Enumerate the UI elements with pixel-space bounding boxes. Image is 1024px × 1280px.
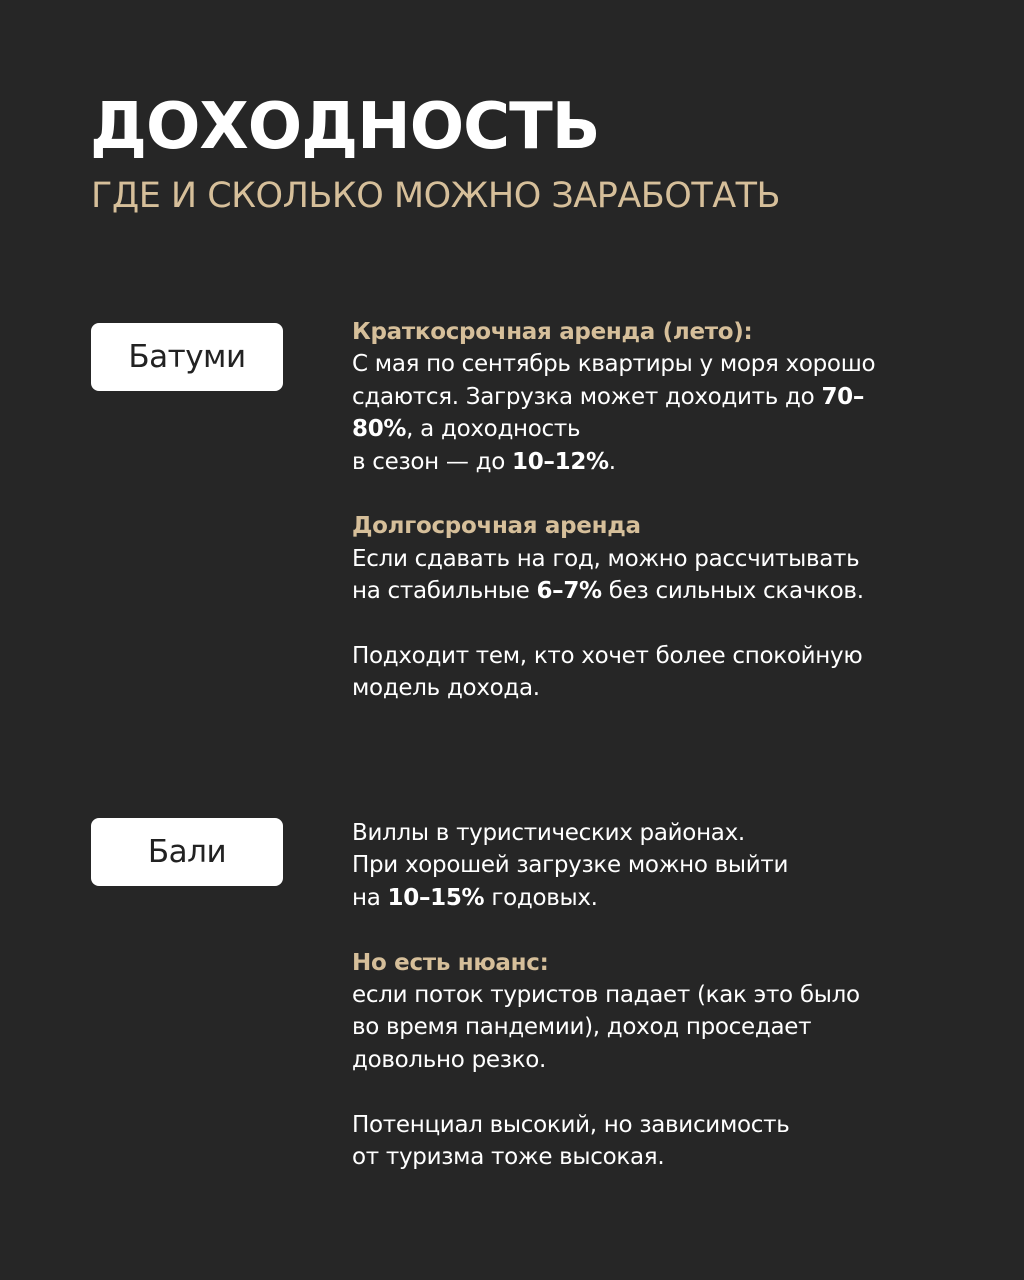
nuance-heading: Но есть нюанс: xyxy=(352,949,549,976)
location-badge-batumi: Батуми xyxy=(91,323,283,391)
short-term-line-3 xyxy=(352,413,952,445)
occupancy-value: 70– xyxy=(821,383,865,410)
nuance-line-1: если поток туристов падает (как это было xyxy=(352,982,860,1009)
short-term-heading: Краткосрочная аренда (лето): xyxy=(352,319,753,345)
short-term-line-4 xyxy=(352,446,952,478)
occupancy-value-end: 80% xyxy=(352,416,407,443)
bali-yield-value: 10–15% xyxy=(387,884,485,911)
text-span: на xyxy=(352,884,388,911)
text-span: годовых. xyxy=(484,884,598,911)
nuance-line-2: во время пандемии), доход проседает xyxy=(352,1014,812,1041)
long-term-heading: Долгосрочная аренда xyxy=(352,513,641,540)
bali-note-line-2: от туризма тоже высокая. xyxy=(352,1144,665,1171)
page-subtitle: ГДЕ И СКОЛЬКО МОЖНО ЗАРАБОТАТЬ xyxy=(91,176,781,216)
nuance-line-3: довольно резко. xyxy=(352,1046,547,1073)
bali-note-line-1: Потенциал высокий, но зависимость xyxy=(352,1111,790,1138)
spacer xyxy=(352,914,952,946)
text-span: в сезон — до xyxy=(352,448,513,475)
spacer xyxy=(352,478,952,510)
long-term-line-2 xyxy=(352,575,952,607)
bali-intro-line-2: При хорошей загрузке можно выйти xyxy=(352,852,789,879)
spacer xyxy=(352,1076,952,1108)
batumi-note-line-1: Подходит тем, кто хочет более спокойную xyxy=(352,643,863,670)
batumi-note-line-2: модель дохода. xyxy=(352,675,540,702)
bali-intro-line-3 xyxy=(352,882,952,914)
location-badge-bali: Бали xyxy=(91,818,283,886)
season-yield-value: 10–12% xyxy=(512,448,609,475)
text-span: сдаются. Загрузка может доходить до xyxy=(352,383,822,410)
text-span: без сильных скачков. xyxy=(601,578,864,605)
spacer xyxy=(352,608,952,640)
text-span: , а доходность xyxy=(406,416,581,443)
batumi-description xyxy=(352,316,952,705)
short-term-line-1: С мая по сентябрь квартиры у моря хорошо xyxy=(352,351,876,378)
page-title: ДОХОДНОСТЬ xyxy=(90,90,600,164)
short-term-line-2 xyxy=(352,381,952,413)
bali-description xyxy=(352,817,952,1173)
text-span: на стабильные xyxy=(352,578,537,605)
long-term-line-1: Если сдавать на год, можно рассчитывать xyxy=(352,545,860,572)
long-term-yield-value: 6–7% xyxy=(536,578,602,605)
text-span: . xyxy=(608,448,616,475)
bali-intro-line-1: Виллы в туристических районах. xyxy=(352,820,745,846)
